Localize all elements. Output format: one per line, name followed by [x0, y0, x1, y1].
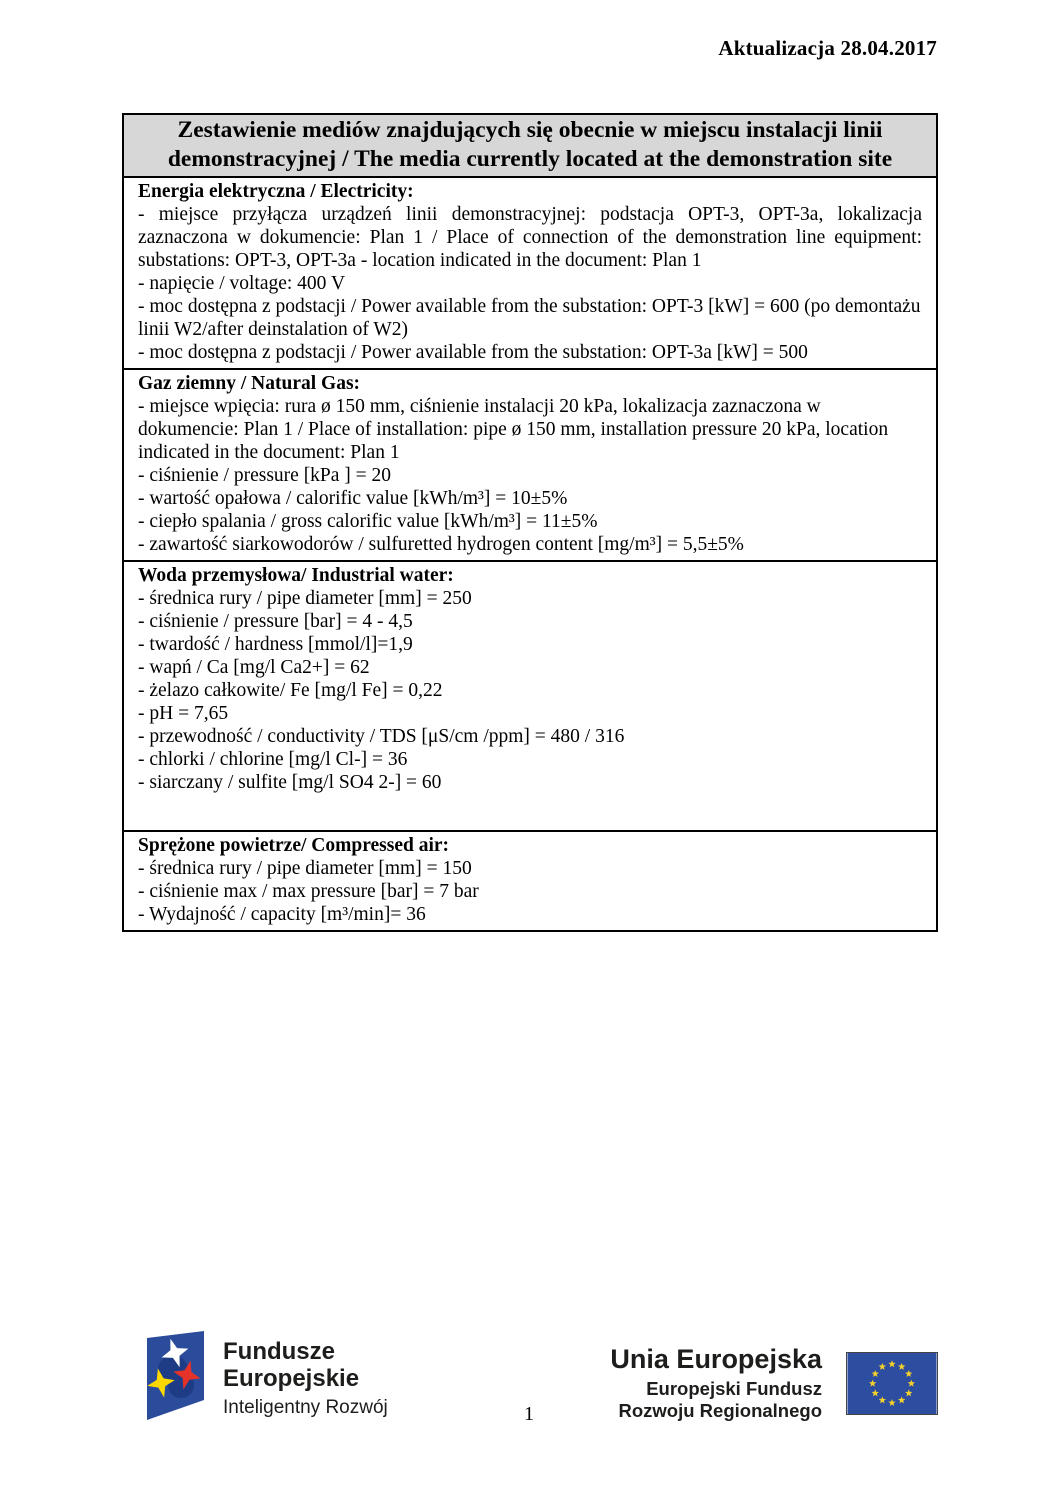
- section-electricity: [124, 178, 936, 370]
- detail-line: - wapń / Ca [mg/l Ca2+] = 62: [138, 657, 370, 678]
- update-date-text: Aktualizacja 28.04.2017: [718, 36, 937, 60]
- detail-line: - żelazo całkowite/ Fe [mg/l Fe] = 0,22: [138, 680, 443, 701]
- fundusze-title-line2: Europejskie: [223, 1365, 360, 1392]
- detail-line: - przewodność / conductivity / TDS [μS/cm /ppm] = 480 / 316: [138, 726, 625, 747]
- detail-line: - średnica rury / pipe diameter [mm] = 150: [138, 858, 472, 879]
- detail-line: - moc dostępna z podstacji / Power available from the substation: OPT-3a [kW] = 500: [138, 342, 808, 363]
- page-number: 1: [524, 1403, 534, 1425]
- detail-line: - ciśnienie max / max pressure [bar] = 7 bar: [138, 881, 479, 902]
- unia-title: Unia Europejska: [610, 1344, 822, 1374]
- detail-line: - miejsce wpięcia: rura ø 150 mm, ciśnienie instalacji 20 kPa, lokalizacja zaznaczona w dokumencie: Plan 1 / Place of installation: pipe ø 150 mm, installation pressure 20 kPa, location indicated in the document: Plan 1: [138, 396, 889, 463]
- detail-line: - ciepło spalania / gross calorific value [kWh/m³] = 11±5%: [138, 511, 598, 532]
- section-industrial-water: [124, 562, 936, 832]
- section-heading: Energia elektryczna / Electricity:: [138, 181, 414, 202]
- media-table: [122, 113, 938, 932]
- detail-line: - twardość / hardness [mmol/l]=1,9: [138, 634, 413, 655]
- fundusze-subtitle: Inteligentny Rozwój: [223, 1397, 388, 1418]
- detail-line: - chlorki / chlorine [mg/l Cl-] = 36: [138, 749, 408, 770]
- section-heading: Sprężone powietrze/ Compressed air:: [138, 835, 450, 856]
- detail-line: - moc dostępna z podstacji / Power available from the substation: OPT-3 [kW] = 600 (po demontażu linii W2/after deinstalation of W2): [138, 296, 921, 340]
- table-title: Zestawienie mediów znajdujących się obecnie w miejscu instalacji linii demonstracyjnej / The media currently located at the demonstration site: [124, 115, 936, 178]
- unia-subtitle-line1: Europejski Fundusz: [646, 1378, 822, 1399]
- detail-line: - wartość opałowa / calorific value [kWh/m³] = 10±5%: [138, 488, 568, 509]
- detail-line: - miejsce przyłącza urządzeń linii demonstracyjnej: podstacja OPT-3, OPT-3a, lokalizacja zaznaczona w dokumencie: Plan 1 / Place of connection of the demonstration line equipment: substations: OPT-3, OPT-3a - location indicated in the document: Plan 1: [138, 204, 922, 271]
- fundusze-title-line1: Fundusze: [223, 1338, 335, 1365]
- section-natural-gas: [124, 370, 936, 562]
- detail-line: - ciśnienie / pressure [kPa ] = 20: [138, 465, 392, 486]
- detail-line: - zawartość siarkowodorów / sulfuretted hydrogen content [mg/m³] = 5,5±5%: [138, 534, 744, 555]
- section-compressed-air: [124, 832, 936, 930]
- unia-subtitle-line2: Rozwoju Regionalnego: [618, 1400, 822, 1421]
- section-heading: Gaz ziemny / Natural Gas:: [138, 373, 361, 394]
- detail-line: - pH = 7,65: [138, 703, 229, 724]
- detail-line: - ciśnienie / pressure [bar] = 4 - 4,5: [138, 611, 413, 632]
- section-heading: Woda przemysłowa/ Industrial water:: [138, 565, 454, 586]
- detail-line: - napięcie / voltage: 400 V: [138, 273, 346, 294]
- detail-line: - siarczany / sulfite [mg/l SO4 2-] = 60: [138, 772, 442, 793]
- detail-line: - Wydajność / capacity [m³/min]= 36: [138, 904, 426, 925]
- detail-line: - średnica rury / pipe diameter [mm] = 250: [138, 588, 472, 609]
